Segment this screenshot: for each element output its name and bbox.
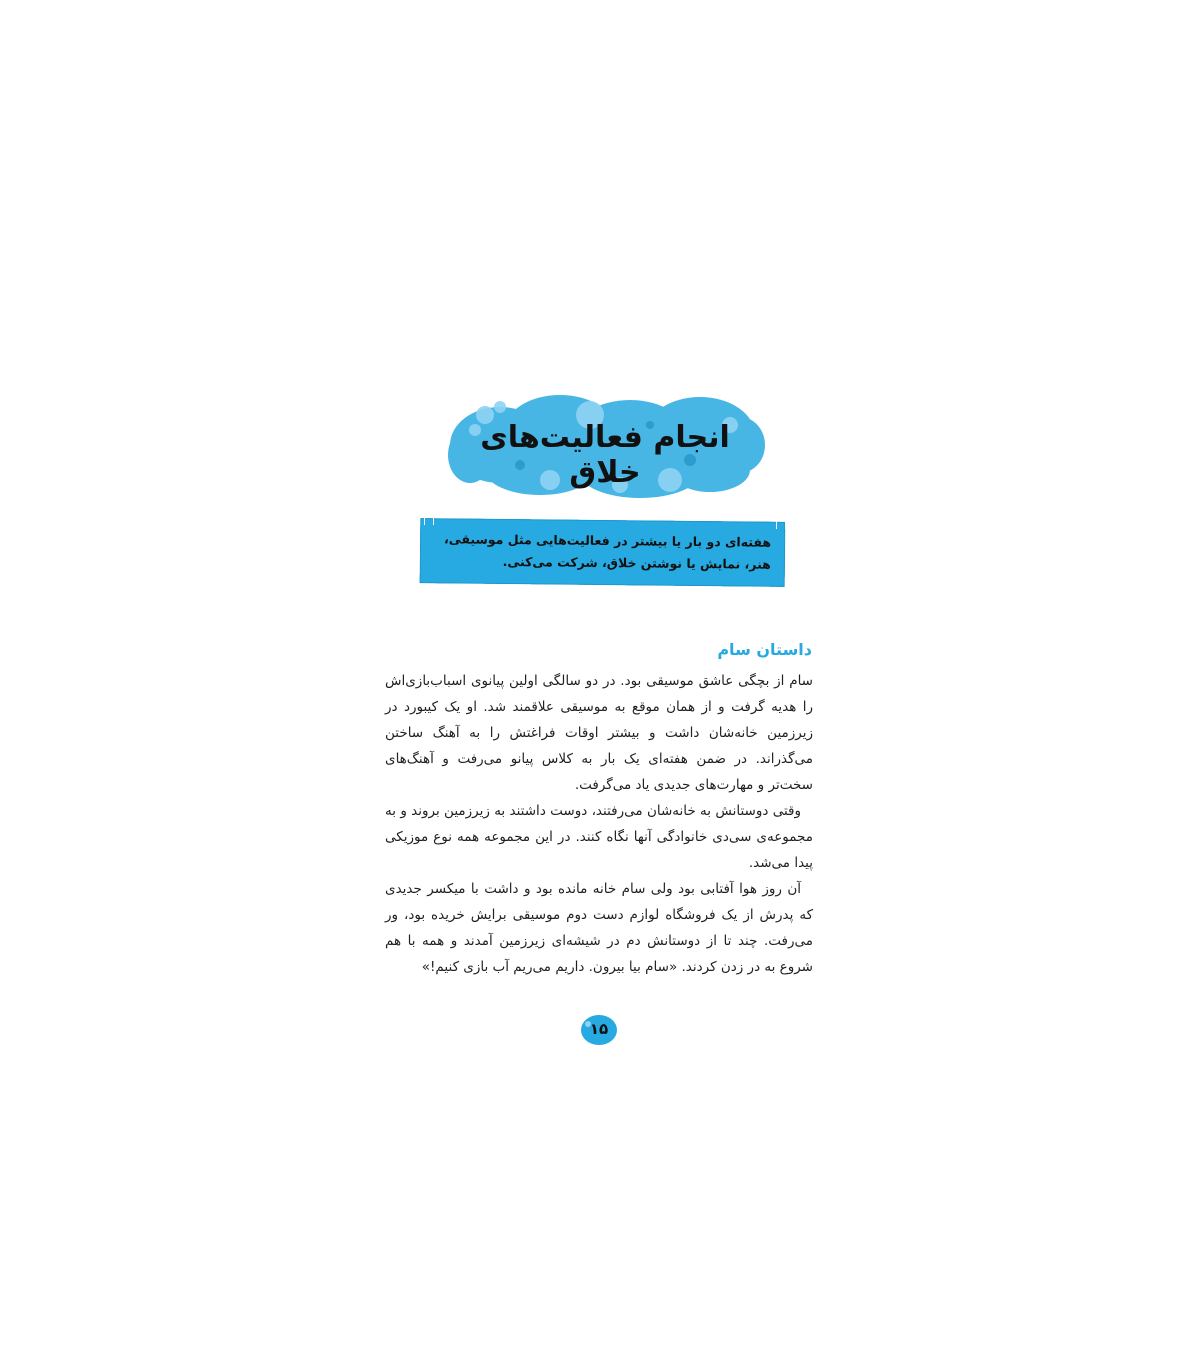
tip-note-text: هفته‌ای دو بار یا بیشتر در فعالیت‌هایی مثل موسیقی، هنر، نمایش یا نوشتن خلاق، شرکت می‌کنی. [443, 531, 772, 572]
tip-note [420, 518, 786, 587]
story-paragraph: آن روز هوا آفتابی بود ولی سام خانه مانده بود و داشت با میکسر جدیدی که پدرش از یک فروشگاه لوازم دست دوم موسیقی برایش خریده بود، ور می‌رفت. چند تا از دوستانش دم در شیشه‌ای زیرزمین آمدند و همه با هم شروع به در زدن کردند. «سام بیا بیرون. داریم می‌ریم آب بازی کنیم!» [385, 881, 813, 975]
pin-icon [776, 518, 786, 529]
story-paragraph: سام از بچگی عاشق موسیقی بود. در دو سالگی اولین پیانوی اسباب‌بازی‌اش را هدیه گرفت و از همان موقع به موسیقی علاقمند شد. او یک کیبورد در زیرزمین خانه‌شان داشت و بیشتر اوقات فراغتش را به آهنگ ساختن می‌گذراند. در ضمن هفته‌ای یک بار به کلاس پیانو می‌رفت و آهنگ‌های سخت‌تر و مهارت‌های جدیدی یاد می‌گرفت. [385, 673, 813, 793]
page-title: انجام فعالیت‌های خلاق [480, 420, 730, 490]
story-paragraph: وقتی دوستانش به خانه‌شان می‌رفتند، دوست داشتند به زیرزمین بروند و به مجموعه‌ی سی‌دی خانوادگی آنها نگاه کنند. در این مجموعه همه نوع موزیکی پیدا می‌شد. [385, 803, 813, 871]
page-number: ۱۵ [589, 1020, 609, 1038]
pin-icon [424, 514, 434, 525]
title-banner [440, 385, 770, 505]
story-heading: داستان سام [717, 640, 812, 659]
page-number-badge [580, 1014, 618, 1046]
story-body [385, 668, 813, 980]
